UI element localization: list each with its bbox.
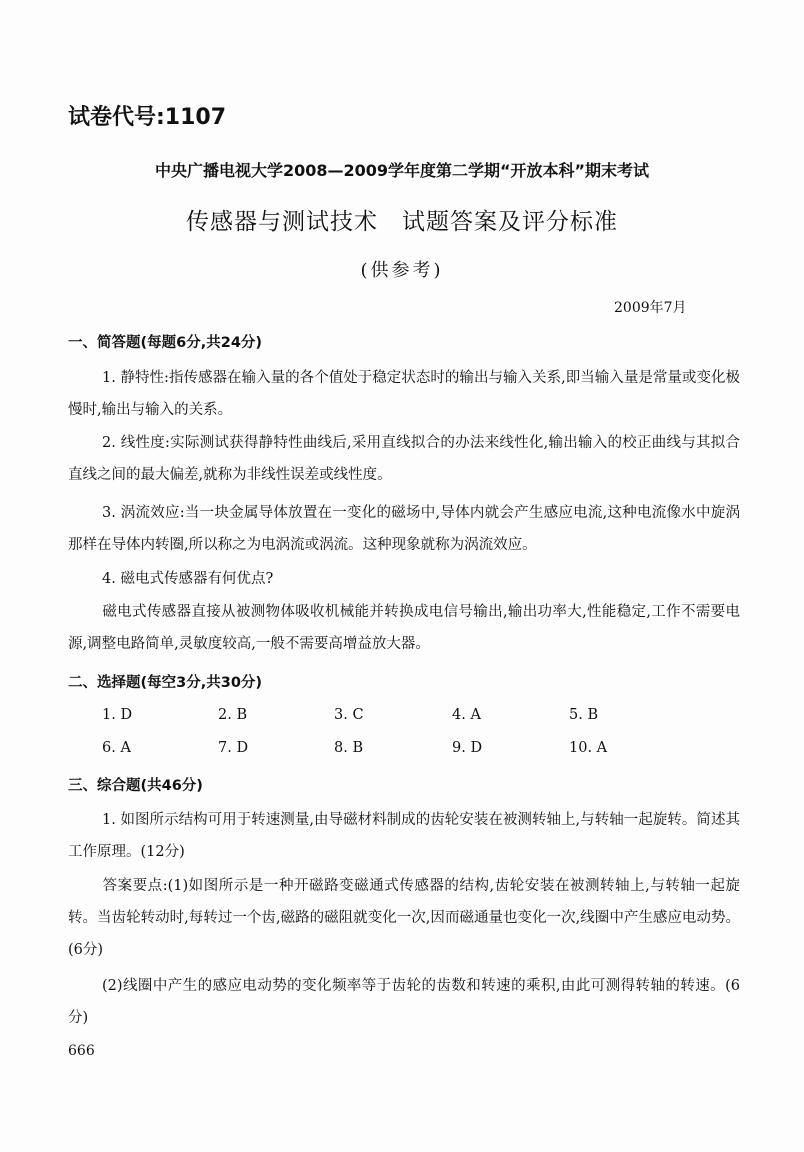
answer-paragraph: 3. 涡流效应:当一块金属导体放置在一变化的磁场中,导体内就会产生感应电流,这种电流像水中旋涡那样在导体内转圈,所以称之为电涡流或涡流。这种现象就称为涡流效应。 (68, 505, 740, 553)
answer-paragraph: 1. 静特性:指传感器在输入量的各个值处于稳定状态时的输出与输入关系,即当输入量是常量或变化极慢时,输出与输入的关系。 (68, 370, 740, 418)
section-3-heading: 三、综合题(共46分) (68, 778, 203, 794)
answer-paragraph: 答案要点:(1)如图所示是一种开磁路变磁通式传感器的结构,齿轮安装在被测转轴上,与转轴一起旋转。当齿轮转动时,每转过一个齿,磁路的磁阻就变化一次,因而磁通量也变化一次,线圈中产生感应电动势。(6分) (68, 878, 740, 958)
paper-code: 试卷代号:1107 (68, 105, 227, 130)
choice-answer: 9. D (452, 740, 483, 756)
answer-paragraph: 2. 线性度:实际测试获得静特性曲线后,采用直线拟合的办法来线性化,输出输入的校正曲线与其拟合直线之间的最大偏差,就称为非线性误差或线性度。 (68, 435, 740, 483)
page-number: 666 (68, 1043, 95, 1059)
question-paragraph: 4. 磁电式传感器有何优点? (102, 571, 274, 587)
answer-paragraph: (2)线圈中产生的感应电动势的变化频率等于齿轮的齿数和转速的乘积,由此可测得转轴的转速。(6分) (68, 978, 740, 1026)
choice-answer: 10. A (569, 740, 608, 756)
exam-line: 中央广播电视大学2008—2009学年度第二学期“开放本科”期末考试 (154, 161, 650, 180)
choice-answer: 5. B (569, 707, 599, 723)
answer-paragraph: 磁电式传感器直接从被测物体吸收机械能并转换成电信号输出,输出功率大,性能稳定,工作不需要电源,调整电路简单,灵敏度较高,一般不需要高增益放大器。 (68, 604, 740, 652)
exam-date: 2009年7月 (614, 300, 687, 316)
section-2-heading: 二、选择题(每空3分,共30分) (68, 675, 263, 691)
page-subtitle: (供参考) (360, 260, 444, 281)
choice-answer: 7. D (218, 740, 249, 756)
choice-answer: 3. C (334, 707, 364, 723)
choice-answer: 2. B (218, 707, 248, 723)
choice-answer: 8. B (334, 740, 364, 756)
choice-answer: 6. A (102, 740, 131, 756)
question-paragraph: 1. 如图所示结构可用于转速测量,由导磁材料制成的齿轮安装在被测转轴上,与转轴一起旋转。简述其工作原理。(12分) (68, 812, 740, 860)
section-1-heading: 一、简答题(每题6分,共24分) (68, 335, 263, 351)
page-title: 传感器与测试技术 试题答案及评分标准 (186, 209, 618, 235)
choice-answer: 4. A (452, 707, 481, 723)
choice-answer: 1. D (102, 707, 133, 723)
